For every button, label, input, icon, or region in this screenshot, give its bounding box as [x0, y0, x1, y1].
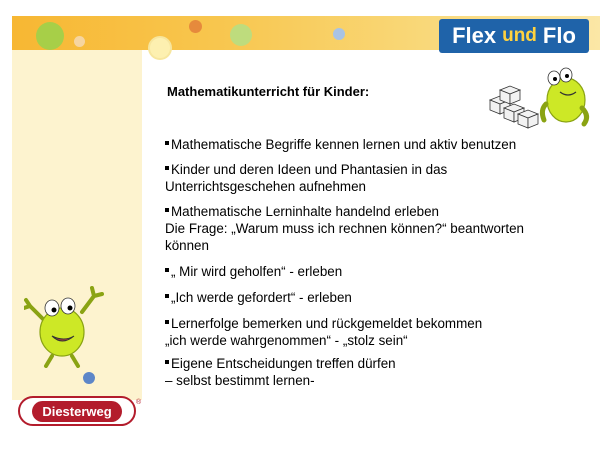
bullet-text: Mathematische Lerninhalte handelnd erleben: [171, 204, 439, 219]
bullet-item: [165, 136, 585, 153]
bullet-text: „ Mir wird geholfen“ - erleben: [171, 264, 343, 279]
bullet-text: Eigene Entscheidungen treffen dürfen: [171, 356, 396, 371]
flex-und-flo-logo: [439, 19, 589, 53]
decor-dot: [83, 372, 95, 384]
bullet-text: Kinder und deren Ideen und Phantasien in das: [171, 162, 448, 177]
diesterweg-logo: [18, 396, 136, 426]
decor-dot: [230, 24, 252, 46]
decor-dot: [36, 22, 64, 50]
bullet-text: Mathematische Begriffe kennen lernen und aktiv benutzen: [171, 137, 517, 152]
bullet-icon: [165, 166, 169, 170]
flo-character-icon: [484, 64, 594, 134]
bullet-item: [165, 161, 585, 178]
decor-dot: [74, 36, 85, 47]
registered-mark: ®: [136, 399, 142, 406]
bullet-item: [165, 289, 585, 306]
bullet-list: [165, 136, 585, 389]
cube-blocks-icon: [490, 86, 538, 128]
bullet-continuation: Unterrichtsgeschehen aufnehmen: [165, 179, 366, 194]
bullet-continuation: „ich werde wahrgenommen“ - „stolz sein“: [165, 333, 408, 348]
bullet-continuation: – selbst bestimmt lernen-: [165, 373, 315, 388]
bullet-icon: [165, 268, 169, 272]
bullet-icon: [165, 208, 169, 212]
decor-dot: [333, 28, 345, 40]
logo-word-und: und: [502, 25, 537, 46]
logo-word-flex: Flex: [452, 23, 497, 48]
bullet-item: [165, 315, 585, 332]
bullet-continuation: können: [165, 238, 209, 253]
bullet-item: [165, 355, 585, 372]
bullet-icon: [165, 294, 169, 298]
bullet-icon: [165, 320, 169, 324]
bullet-icon: [165, 360, 169, 364]
slide-title: Mathematikunterricht für Kinder:: [167, 84, 370, 99]
flex-character-icon: [24, 284, 104, 368]
bullet-text: „Ich werde gefordert“ - erleben: [171, 290, 352, 305]
bullet-icon: [165, 141, 169, 145]
logo-word-flo: Flo: [542, 23, 576, 48]
decor-dot: [148, 36, 172, 60]
bullet-text: Lernerfolge bemerken und rückgemeldet bekommen: [171, 316, 483, 331]
bullet-item: [165, 203, 585, 220]
bullet-continuation: Die Frage: „Warum muss ich rechnen können?“ beantworten: [165, 221, 524, 236]
decor-dot: [189, 20, 202, 33]
publisher-name: Diesterweg: [32, 401, 121, 422]
bullet-item: [165, 263, 585, 280]
